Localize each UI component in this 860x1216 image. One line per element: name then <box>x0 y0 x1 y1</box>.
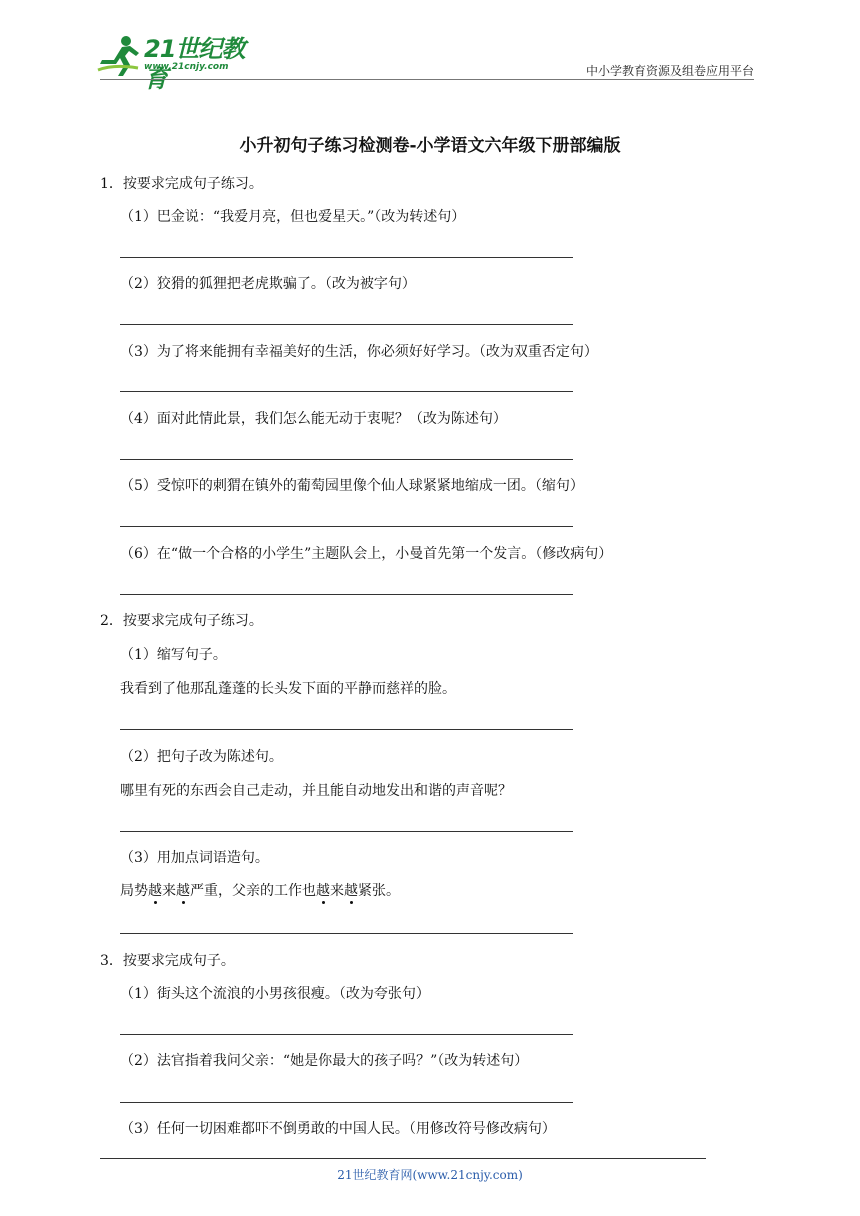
page-header <box>0 0 860 93</box>
answer-line[interactable] <box>120 257 573 258</box>
header-tagline: 中小学教育资源及组卷应用平台 <box>585 64 754 78</box>
q1-item-2: （2）狡猾的狐狸把老虎欺骗了。（改为被字句） <box>120 276 416 292</box>
logo-url: www.21cnjy.com <box>144 62 229 72</box>
q3-item-2: （2）法官指着我问父亲：“她是你最大的孩子吗？”（改为转述句） <box>120 1053 529 1069</box>
logo-text: 21世纪教育 <box>144 35 245 93</box>
q2-part-3-text <box>120 882 400 900</box>
answer-line[interactable] <box>120 526 573 527</box>
answer-line[interactable] <box>120 933 573 934</box>
footer-divider <box>100 1158 706 1159</box>
emphasis-dot-char: 越 <box>316 883 330 899</box>
q2-part-2-text: 哪里有死的东西会自己走动，并且能自动地发出和谐的声音呢？ <box>120 783 512 799</box>
answer-line[interactable] <box>120 324 573 325</box>
answer-line[interactable] <box>120 594 573 595</box>
logo <box>94 34 264 93</box>
sentence-segment: 局势 <box>120 883 148 899</box>
sentence-segment: 紧张。 <box>358 883 400 899</box>
q3-item-3: （3）任何一切困难都吓不倒勇敢的中国人民。（用修改符号修改病句） <box>120 1121 556 1137</box>
header-divider <box>100 79 754 80</box>
answer-line[interactable] <box>120 459 573 460</box>
question-3-heading: 3．按要求完成句子。 <box>100 953 235 969</box>
emphasis-dot-char: 越 <box>176 883 190 899</box>
page-title: 小升初句子练习检测卷-小学语文六年级下册部编版 <box>239 136 621 156</box>
q2-part-3-label: （3）用加点词语造句。 <box>120 850 269 866</box>
answer-line[interactable] <box>120 391 573 392</box>
answer-line[interactable] <box>120 1034 573 1035</box>
q2-part-1-text: 我看到了他那乱蓬蓬的长头发下面的平静而慈祥的脸。 <box>120 681 456 697</box>
runner-logo-icon <box>94 34 142 78</box>
q1-item-4: （4）面对此情此景，我们怎么能无动于衷呢？（改为陈述句） <box>120 411 507 427</box>
sentence-segment: 严重，父亲的工作也 <box>190 883 316 899</box>
q2-part-1-label: （1）缩写句子。 <box>120 647 227 663</box>
answer-line[interactable] <box>120 831 573 832</box>
emphasis-dot-char: 越 <box>148 883 162 899</box>
q1-item-6: （6）在“做一个合格的小学生”主题队会上，小曼首先第一个发言。（修改病句） <box>120 546 613 562</box>
sentence-segment: 来 <box>330 883 344 899</box>
question-2-heading: 2．按要求完成句子练习。 <box>100 613 263 629</box>
answer-line[interactable] <box>120 729 573 730</box>
q3-item-1: （1）街头这个流浪的小男孩很瘦。（改为夸张句） <box>120 986 430 1002</box>
q1-item-1: （1）巴金说：“我爱月亮，但也爱星天。”（改为转述句） <box>120 209 466 225</box>
footer-text[interactable]: 21世纪教育网(www.21cnjy.com) <box>337 1168 523 1182</box>
q1-item-5: （5）受惊吓的刺猬在镇外的葡萄园里像个仙人球紧紧地缩成一团。（缩句） <box>120 478 584 494</box>
answer-line[interactable] <box>120 1102 573 1103</box>
sentence-segment: 来 <box>162 883 176 899</box>
q2-part-2-label: （2）把句子改为陈述句。 <box>120 749 283 765</box>
question-1-heading: 1．按要求完成句子练习。 <box>100 176 263 192</box>
q1-item-3: （3）为了将来能拥有幸福美好的生活，你必须好好学习。（改为双重否定句） <box>120 344 598 360</box>
emphasis-dot-char: 越 <box>344 883 358 899</box>
